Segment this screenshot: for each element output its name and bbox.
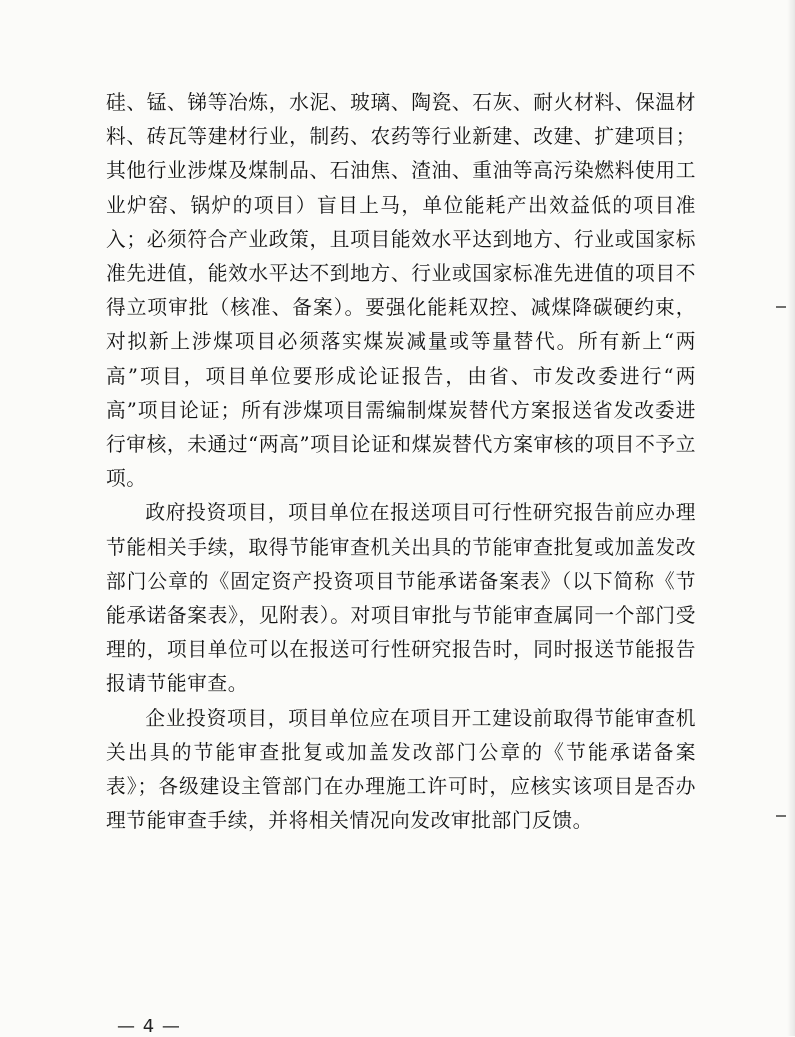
paragraph-government-investment: 政府投资项目，项目单位在报送项目可行性研究报告前应办理节能相关手续，取得节能审查机关出具的节能审查批复或加盖发改部门公章的《固定资产投资项目节能承诺备案表》（以下简称《节能承诺备案表》，见附表）。对项目审批与节能审查属同一个部门受理的，项目单位可以在报送可行性研究报告时，同时报送节能报告报请节能审查。 [106, 501, 696, 696]
scan-margin-mark [776, 815, 786, 817]
paragraph-continued: 硅、锰、锑等冶炼，水泥、玻璃、陶瓷、石灰、耐火材料、保温材料、砖瓦等建材行业，制药、农药等行业新建、改建、扩建项目；其他行业涉煤及煤制品、石油焦、渣油、重油等高污染燃料使用工业炉窑、锅炉的项目）盲目上马，单位能耗产出效益低的项目准入；必须符合产业政策，且项目能效水平达到地方、行业或国家标准先进值，能效水平达不到地方、行业或国家标准先进值的项目不得立项审批（核准、备案）。要强化能耗双控、减煤降碳硬约束，对拟新上涉煤项目必须落实煤炭减量或等量替代。所有新上“两高”项目，项目单位要形成论证报告，由省、市发改委进行“两高”项目论证；所有涉煤项目需编制煤炭替代方案报送省发改委进行审核，未通过“两高”项目论证和煤炭替代方案审核的项目不予立项。 [106, 91, 696, 491]
page-number: — 4 — [117, 1016, 181, 1037]
paragraph-enterprise-investment: 企业投资项目，项目单位应在项目开工建设前取得节能审查机关出具的节能审查批复或加盖发改部门公章的《节能承诺备案表》；各级建设主管部门在办理施工许可时，应核实该项目是否办理节能审查手续，并将相关情况向发改审批部门反馈。 [106, 706, 696, 833]
scan-margin-mark [776, 306, 786, 308]
document-body [106, 86, 696, 838]
scan-edge-shadow [787, 0, 795, 1036]
